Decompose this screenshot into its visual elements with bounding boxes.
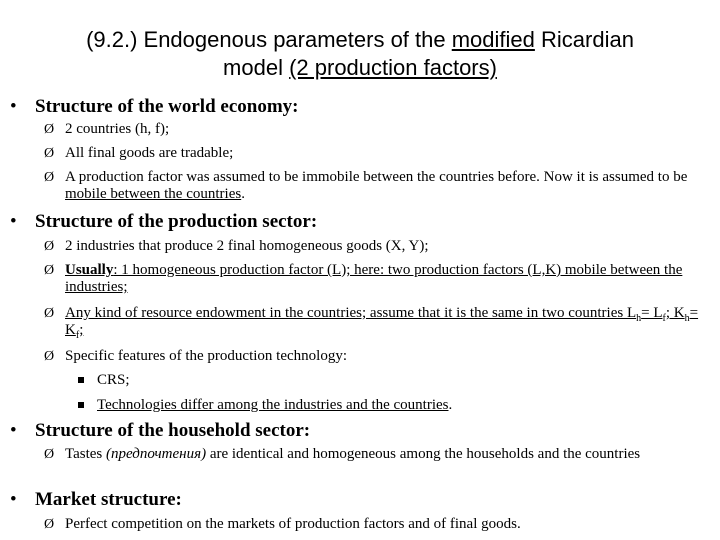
arrow-bullet-icon: Ø <box>44 239 55 254</box>
arrow-bullet-icon: Ø <box>44 517 55 532</box>
world-item-3: Ø A production factor was assumed to be immobile between the countries before. Now it is assumed to be mobile between the countries. <box>44 169 688 202</box>
arrow-bullet-icon: Ø <box>44 170 55 185</box>
bullet-icon: • <box>10 96 17 117</box>
bullet-icon: • <box>10 420 17 441</box>
arrow-bullet-icon: Ø <box>44 447 55 462</box>
bullet-icon: • <box>10 211 17 232</box>
arrow-bullet-icon: Ø <box>44 349 55 364</box>
title-modified-underlined: modified <box>451 27 535 52</box>
household-item-1: Ø Tastes (предпочтения) are identical and homogeneous among the households and the countries <box>44 446 641 462</box>
production-item-4: Ø Specific features of the production technology: <box>44 348 347 364</box>
title-line-2: model (2 production factors) <box>223 55 497 80</box>
title-production-factors-underlined: (2 production factors) <box>289 55 497 80</box>
heading-production-sector: • Structure of the production sector: <box>10 211 318 232</box>
production-item-1: Ø 2 industries that produce 2 final homogeneous goods (X, Y); <box>44 238 429 254</box>
production-item-2: Ø Usually: 1 homogeneous production factor (L); here: two production factors (L,K) mobile between the industries; <box>44 262 683 295</box>
world-item-2: Ø All final goods are tradable; <box>44 145 234 161</box>
technology-sub-item-1: CRS; <box>78 372 710 389</box>
arrow-bullet-icon: Ø <box>44 263 55 278</box>
square-bullet-icon <box>78 377 84 383</box>
world-item-1: Ø 2 countries (h, f); <box>44 121 170 137</box>
heading-household-sector: • Structure of the household sector: <box>10 420 311 441</box>
technology-sub-item-2: Technologies differ among the industries and the countries. <box>78 397 710 414</box>
heading-world-economy: • Structure of the world economy: <box>10 96 299 117</box>
arrow-bullet-icon: Ø <box>44 122 55 137</box>
slide-title <box>0 26 720 82</box>
square-bullet-icon <box>78 402 84 408</box>
bullet-icon: • <box>10 489 17 510</box>
arrow-bullet-icon: Ø <box>44 146 55 161</box>
production-item-3: Ø Any kind of resource endowment in the countries; assume that it is the same in two countries $L_h= L_f$; $K_h= K_f$; <box>44 305 699 341</box>
title-line-1: (9.2.) Endogenous parameters of the modified Ricardian <box>86 27 634 52</box>
arrow-bullet-icon: Ø <box>44 306 55 321</box>
heading-market-structure: • Market structure: <box>10 489 182 510</box>
market-item-1: Ø Perfect competition on the markets of production factors and of final goods. <box>44 516 521 532</box>
